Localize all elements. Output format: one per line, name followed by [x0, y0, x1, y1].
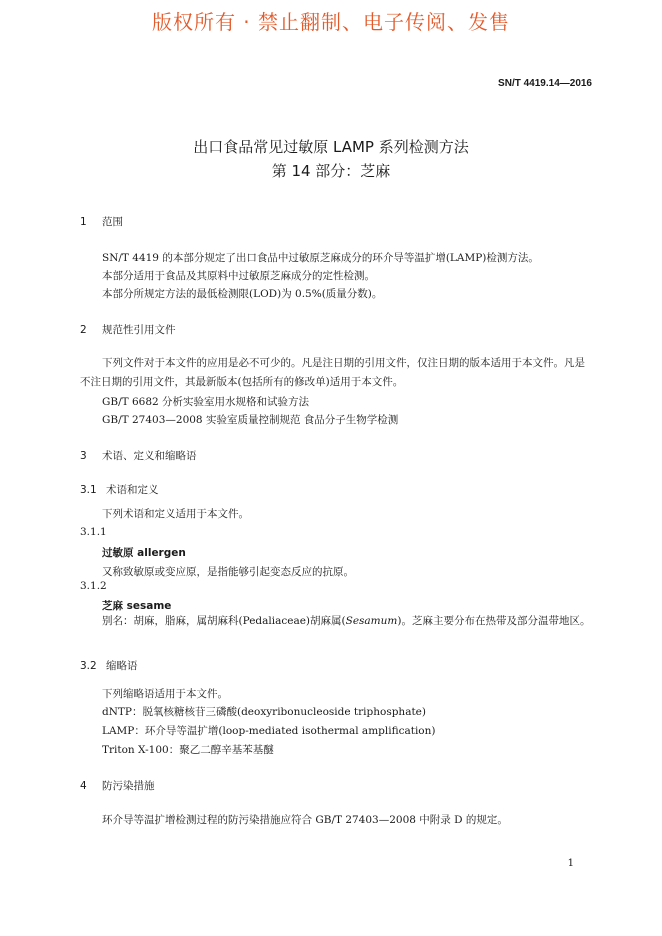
genus-name: Sesamum: [345, 615, 398, 627]
section-number: 3.2: [80, 660, 97, 672]
section-number: 3.1: [80, 484, 97, 496]
section-title: 缩略语: [106, 660, 138, 672]
section-title: 术语和定义: [106, 484, 159, 496]
term-number: 3.1.2: [80, 580, 107, 592]
section-number: 3: [80, 450, 87, 462]
term-title: 过敏原 allergen: [102, 547, 186, 559]
definition-text: 别名：胡麻，脂麻，属胡麻科(Pedaliaceae)胡麻属(: [102, 615, 346, 627]
term-definition: [80, 612, 592, 631]
section-2-heading: [80, 322, 176, 337]
paragraph: 下列文件对于本文件的应用是必不可少的。凡是注日期的引用文件，仅注日期的版本适用于本文件。凡是不注日期的引用文件，其最新版本(包括所有的修改单)适用于本文件。: [80, 357, 585, 388]
abbreviation-item: 下列缩略语适用于本文件。: [102, 688, 228, 700]
abbreviation-item: dNTP：脱氧核糖核苷三磷酸(deoxyribonucleoside triphosphate): [102, 706, 426, 718]
section-number: 2: [80, 324, 87, 336]
reference-item: GB/T 6682 分析实验室用水规格和试验方法: [102, 396, 310, 408]
paragraph: 本部分适用于食品及其原料中过敏原芝麻成分的定性检测。: [102, 270, 375, 282]
section-number: 4: [80, 780, 87, 792]
paragraph: 本部分所规定方法的最低检测限(LOD)为 0.5%(质量分数)。: [102, 288, 383, 300]
abbreviation-item: Triton X-100：聚乙二醇辛基苯基醚: [102, 744, 274, 756]
paragraph: 下列术语和定义适用于本文件。: [102, 508, 249, 520]
section-title: 范围: [102, 216, 123, 228]
subsection-3-1-heading: [80, 482, 159, 497]
section-1-heading: [80, 214, 123, 229]
abbreviation-item: LAMP：环介导等温扩增(loop-mediated isothermal amplification): [102, 725, 436, 737]
term-number: 3.1.1: [80, 526, 107, 538]
section-3-heading: [80, 448, 197, 463]
reference-item: GB/T 27403—2008 实验室质量控制规范 食品分子生物学检测: [102, 414, 399, 426]
doc-title-line2: 第 14 部分：芝麻: [271, 162, 391, 180]
definition-text: )。芝麻主要分布在热带及部分温带地区。: [397, 615, 591, 627]
term-title: 芝麻 sesame: [102, 600, 172, 612]
section-title: 规范性引用文件: [102, 324, 176, 336]
term-definition: 又称致敏原或变应原，是指能够引起变态反应的抗原。: [102, 566, 354, 578]
section-title: 防污染措施: [102, 780, 155, 792]
paragraph: SN/T 4419 的本部分规定了出口食品中过敏原芝麻成分的环介导等温扩增(LAMP)检测方法。: [102, 252, 539, 264]
paragraph: 环介导等温扩增检测过程的防污染措施应符合 GB/T 27403—2008 中附录 D 的规定。: [102, 814, 508, 826]
watermark: 版权所有 · 禁止翻制、电子传阅、发售: [151, 10, 511, 34]
page-number: 1: [567, 858, 574, 869]
section-title: 术语、定义和缩略语: [102, 450, 197, 462]
standard-number: SN/T 4419.14—2016: [498, 78, 592, 89]
doc-title-line1: 出口食品常见过敏原 LAMP 系列检测方法: [193, 138, 469, 156]
subsection-3-2-heading: [80, 658, 138, 673]
section-4-heading: [80, 778, 155, 793]
section-number: 1: [80, 216, 87, 228]
